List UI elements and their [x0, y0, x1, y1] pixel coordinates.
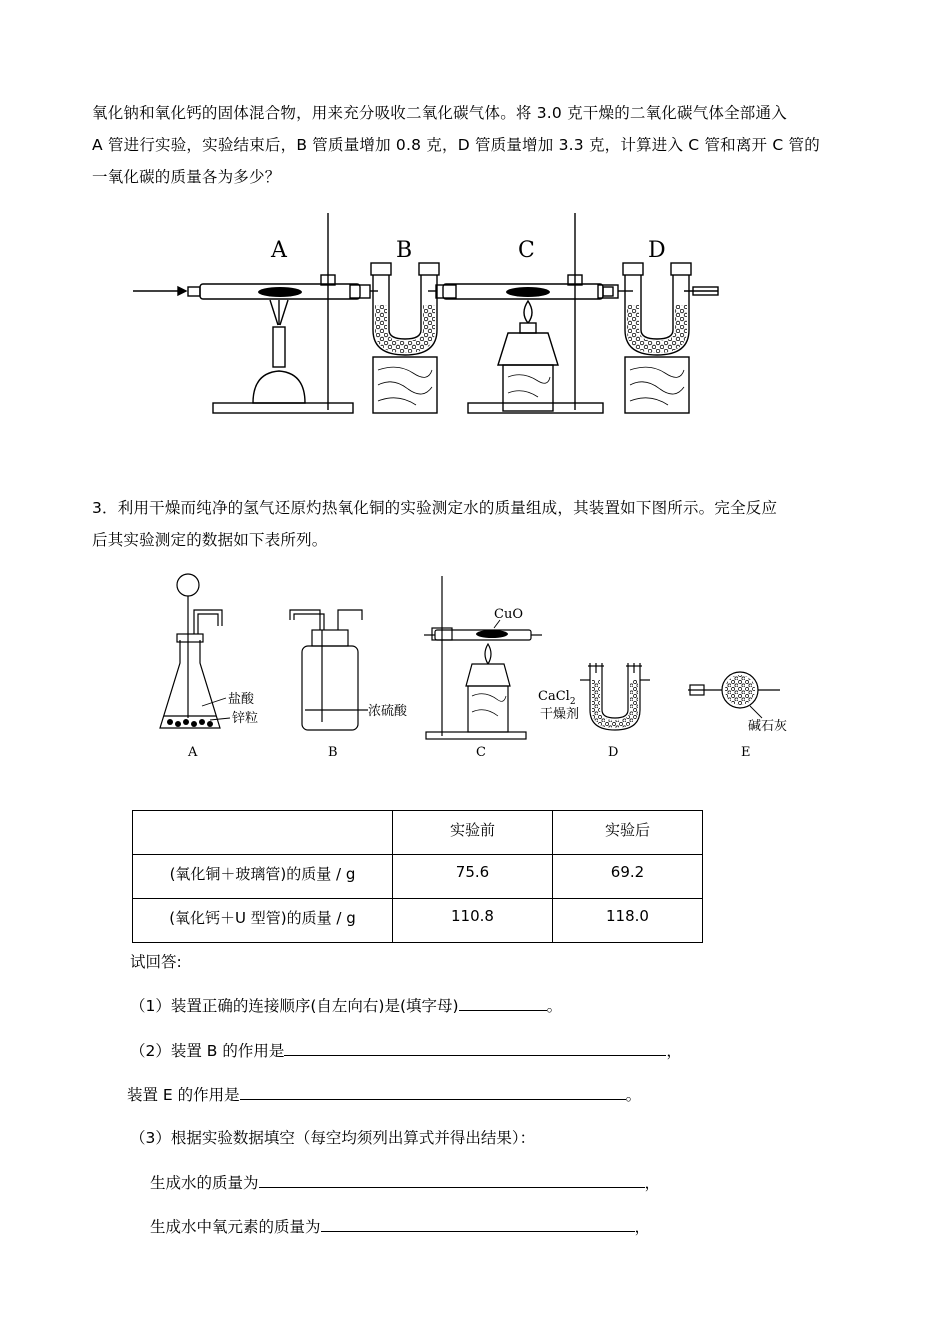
- question-2a-end: ，: [666, 1042, 682, 1060]
- table-cell: 69.2: [553, 855, 703, 899]
- question-3-paragraph: [92, 492, 862, 556]
- label-soda-lime: 碱石灰: [748, 719, 788, 734]
- question-2a: [130, 1038, 682, 1061]
- question-3b-text: 生成水中氧元素的质量为: [150, 1218, 321, 1236]
- question-3-prompt: （3）根据实验数据填空（每空均须列出算式并得出结果）：: [130, 1129, 536, 1147]
- fig2-label-a: A: [188, 745, 198, 760]
- label-desiccant: 干燥剂: [540, 707, 580, 722]
- question-1-end: 。: [546, 997, 563, 1015]
- table-cell: (氧化铜＋玻璃管)的质量 / g: [133, 855, 393, 899]
- question-2a-text: （2）装置 B 的作用是: [130, 1042, 285, 1060]
- table-cell: 110.8: [393, 899, 553, 943]
- question-2b-text: 装置 E 的作用是: [127, 1086, 240, 1104]
- table-header-cell: 实验后: [553, 811, 703, 855]
- question-1: [130, 993, 562, 1016]
- table-cell: 75.6: [393, 855, 553, 899]
- question-3a-text: 生成水的质量为: [150, 1174, 259, 1192]
- fig1-label-d: D: [648, 238, 666, 263]
- intro-line-2: A 管进行实验，实验结束后，B 管质量增加 0.8 克，D 管质量增加 3.3 克，计算进入 C 管和离开 C 管的: [92, 136, 820, 154]
- experiment-data-table: [132, 810, 703, 943]
- question-3a: [150, 1170, 660, 1193]
- label-cacl2: CaCl$_2$: [538, 689, 576, 707]
- answer-blank-order[interactable]: [459, 993, 547, 1011]
- table-row: [133, 855, 703, 899]
- label-cuo: CuO: [494, 607, 523, 622]
- table-cell: 118.0: [553, 899, 703, 943]
- question-3-line-1: 3．利用干燥而纯净的氢气还原灼热氧化铜的实验测定水的质量组成，其装置如下图所示。完全反应: [92, 499, 778, 517]
- label-conc-sulfuric-acid: 浓硫酸: [368, 704, 408, 719]
- fig2-label-c: C: [476, 745, 486, 760]
- table-row: [133, 899, 703, 943]
- apparatus-figure-1: [128, 205, 728, 420]
- answer-blank-device-e[interactable]: [240, 1082, 626, 1100]
- fig2-label-d: D: [608, 745, 619, 760]
- answer-prompt: 试回答:: [130, 953, 182, 971]
- label-zinc-granules: 锌粒: [232, 711, 259, 726]
- table-header-row: [133, 811, 703, 855]
- apparatus-figure-2: [150, 568, 800, 763]
- table-header-cell: [133, 811, 393, 855]
- question-3b-end: ，: [634, 1218, 651, 1236]
- table-header-cell: 实验前: [393, 811, 553, 855]
- answer-blank-device-b[interactable]: [284, 1038, 666, 1056]
- label-hydrochloric-acid: 盐酸: [228, 692, 255, 707]
- question-3-line-2: 后其实验测定的数据如下表所列。: [92, 531, 328, 549]
- fig1-label-c: C: [518, 238, 535, 263]
- answer-blank-oxygen-mass[interactable]: [321, 1214, 635, 1232]
- question-1-text: （1）装置正确的连接顺序(自左向右)是(填字母): [130, 997, 459, 1015]
- table-cell: (氧化钙＋U 型管)的质量 / g: [133, 899, 393, 943]
- fig1-label-a: A: [271, 238, 287, 263]
- intro-paragraph: [92, 97, 862, 193]
- fig2-label-b: B: [328, 745, 338, 760]
- question-3a-end: ，: [644, 1174, 661, 1192]
- question-3b: [150, 1214, 650, 1237]
- fig1-label-b: B: [396, 238, 413, 263]
- answer-blank-water-mass[interactable]: [259, 1170, 645, 1188]
- intro-line-3: 一氧化碳的质量各为多少？: [92, 168, 281, 186]
- intro-line-1: 氧化钠和氧化钙的固体混合物，用来充分吸收二氧化碳气体。将 3.0 克干燥的二氧化碳气体全部通入: [92, 104, 787, 122]
- fig2-label-e: E: [741, 745, 751, 760]
- question-2b-end: 。: [625, 1086, 642, 1104]
- question-2b: [127, 1082, 641, 1105]
